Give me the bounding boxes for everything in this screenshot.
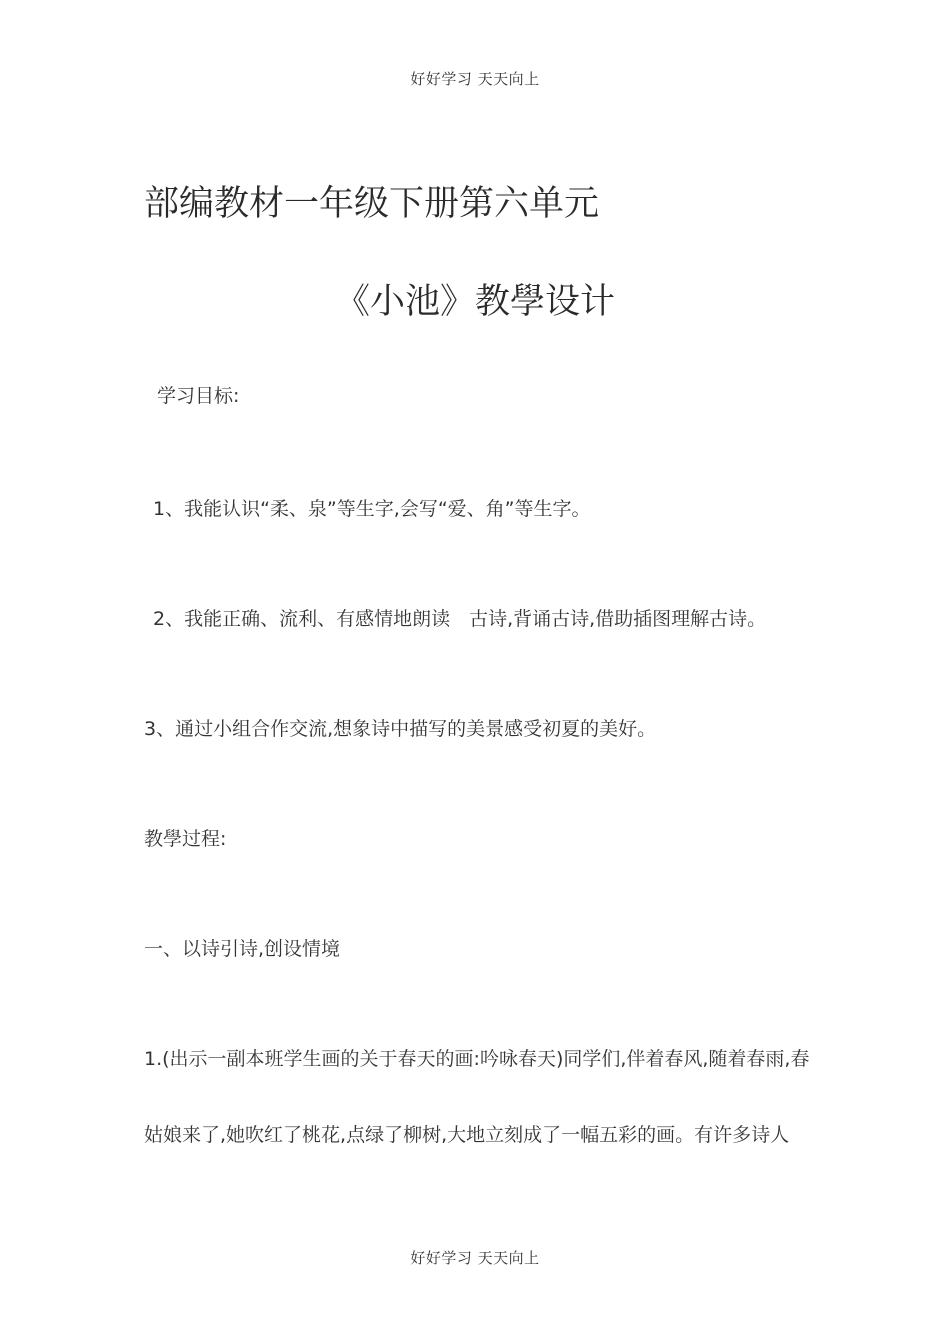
document-subtitle: 《小池》教學设计 [334,282,615,322]
paragraph-line-1: 1.(出示一副本班学生画的关于春天的画:吟咏春天)同学们,伴着春风,随着春雨,春 [144,1048,810,1070]
section-1-title: 一、以诗引诗,创设情境 [144,938,341,960]
process-heading: 教學过程: [144,828,227,850]
objective-item-2: 2、我能正确、流利、有感情地朗读 古诗,背诵古诗,借助插图理解古诗。 [153,608,767,630]
objective-item-3: 3、通过小组合作交流,想象诗中描写的美景感受初夏的美好。 [144,718,657,740]
paragraph-line-2: 姑娘来了,她吹红了桃花,点绿了柳树,大地立刻成了一幅五彩的画。有许多诗人 [144,1124,790,1146]
page-header: 好好学习 天天向上 [410,70,540,88]
objective-item-1: 1、我能认识“柔、泉”等生字,会写“爱、角”等生字。 [153,498,591,520]
document-title: 部编教材一年级下册第六单元 [144,184,600,224]
objectives-heading: 学习目标: [157,385,240,407]
page-footer: 好好学习 天天向上 [410,1249,540,1267]
